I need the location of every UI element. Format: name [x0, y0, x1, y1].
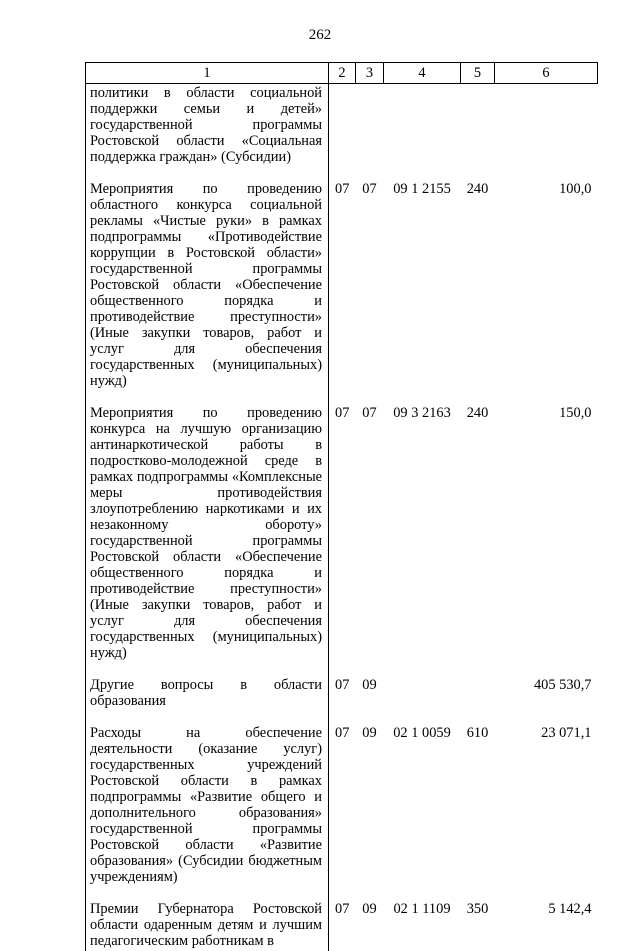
row-name: Другие вопросы в области образования	[86, 677, 329, 725]
row-target-article: 02 1 0059	[393, 725, 451, 741]
header-col-2: 2	[329, 63, 356, 84]
header-row	[86, 63, 598, 84]
row-section: 07	[335, 725, 350, 741]
row-expense-type: 610	[466, 725, 489, 741]
table-row	[86, 84, 598, 182]
header-col-3: 3	[356, 63, 384, 84]
row-expense-type: 240	[466, 405, 489, 421]
row-amount: 23 071,1	[541, 725, 592, 741]
row-target-article: 09 3 2163	[393, 405, 451, 421]
row-name: Мероприятия по проведению областного конкурса социальной рекламы «Чистые руки» в рамках подпрограммы «Противодействие коррупции в Ростовской области» государственной программы Ростовской области «Обеспечение общественного порядка и противодействие преступности» (Иные закупки товаров, работ и услуг для обеспечения государственных (муниципальных) нужд)	[86, 181, 329, 405]
row-subsection: 09	[362, 725, 377, 741]
header-col-4: 4	[384, 63, 461, 84]
row-expense-type	[461, 84, 495, 182]
table-row	[86, 181, 598, 405]
row-name: политики в области социальной поддержки семьи и детей» государственной программы Ростовской области «Социальная поддержка граждан» (Субсидии)	[86, 84, 329, 182]
row-name: Мероприятия по проведению конкурса на лучшую организацию антинаркотической работы в подростково-молодежной среде в рамках подпрограммы «Комплексные меры противодействия злоупотреблению наркотиками и их незаконному обороту» государственной программы Ростовской области «Обеспечение общественного порядка и противодействие преступности» (Иные закупки товаров, работ и услуг для обеспечения государственных (муниципальных) нужд)	[86, 405, 329, 677]
row-name: Премии Губернатора Ростовской области одаренным детям и лучшим педагогическим работникам в	[86, 901, 329, 951]
row-amount: 405 530,7	[533, 677, 592, 693]
row-amount	[495, 84, 598, 182]
table-row	[86, 405, 598, 677]
row-expense-type: 350	[466, 901, 489, 917]
table-row	[86, 901, 598, 951]
row-section: 07	[335, 405, 350, 421]
row-target-article: 02 1 1109	[393, 901, 451, 917]
row-name: Расходы на обеспечение деятельности (оказание услуг) государственных учреждений Ростовской области в рамках подпрограммы «Развитие общего и дополнительного образования» государственной программы Ростовской области «Развитие образования» (Субсидии бюджетным учреждениям)	[86, 725, 329, 901]
page-number: 262	[308, 27, 332, 43]
row-section	[329, 84, 356, 182]
row-expense-type	[461, 677, 495, 725]
row-amount: 5 142,4	[548, 901, 592, 917]
row-expense-type: 240	[466, 181, 489, 197]
row-subsection: 07	[362, 181, 377, 197]
row-section: 07	[335, 901, 350, 917]
row-amount: 150,0	[559, 405, 592, 421]
header-col-5: 5	[461, 63, 495, 84]
header-col-6: 6	[495, 63, 598, 84]
table-row	[86, 677, 598, 725]
row-subsection	[356, 84, 384, 182]
row-section: 07	[335, 181, 350, 197]
row-section: 07	[335, 677, 350, 693]
row-target-article: 09 1 2155	[393, 181, 451, 197]
row-subsection: 09	[362, 901, 377, 917]
header-col-1: 1	[86, 63, 329, 84]
budget-table	[85, 62, 598, 951]
row-amount: 100,0	[559, 181, 592, 197]
table-row	[86, 725, 598, 901]
row-target-article	[384, 84, 461, 182]
row-subsection: 07	[362, 405, 377, 421]
row-subsection: 09	[362, 677, 377, 693]
row-target-article	[384, 677, 461, 725]
